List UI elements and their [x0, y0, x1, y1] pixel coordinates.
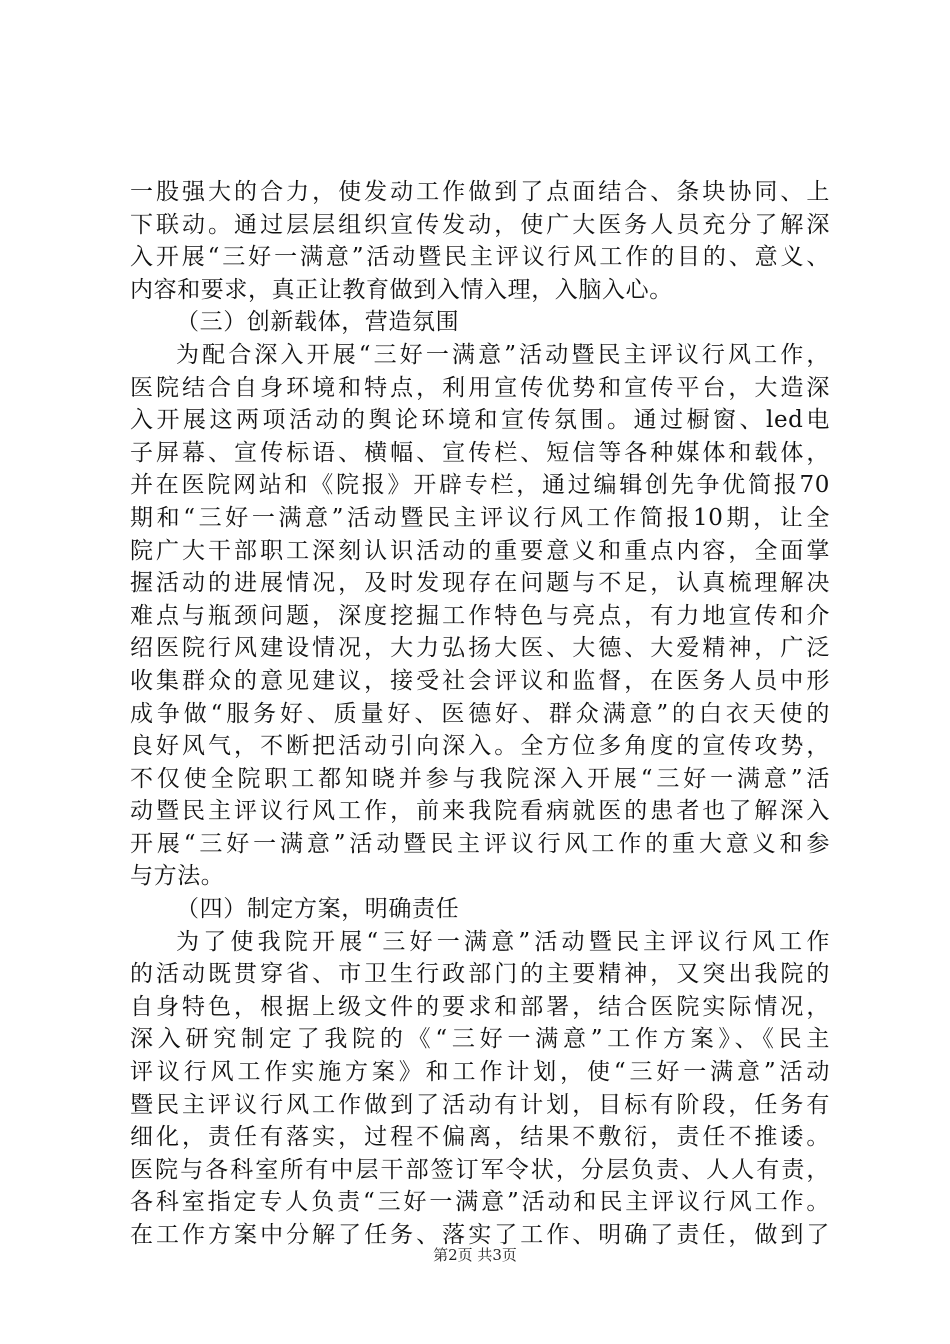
section-heading: （三）创新载体，营造氛围	[176, 309, 460, 336]
page-number-footer: 第2页 共3页	[433, 1246, 517, 1264]
document-body	[130, 176, 830, 1252]
text-line: 为了使我院开展“三好一满意”活动暨民主评议行风工作	[176, 928, 830, 955]
text-line: 细化，责任有落实，过程不偏离，结果不敷衍，责任不推诿。	[130, 1124, 830, 1151]
text-line: 暨民主评议行风工作做到了活动有计划，目标有阶段，任务有	[130, 1091, 830, 1118]
text-line: 一股强大的合力，使发动工作做到了点面结合、条块协同、上	[130, 179, 830, 205]
text-line: 子屏幕、宣传标语、横幅、宣传栏、短信等各种媒体和载体，	[130, 439, 830, 466]
text-line: 为配合深入开展“三好一满意”活动暨民主评议行风工作，	[176, 341, 830, 368]
text-line: 不仅使全院职工都知晓并参与我院深入开展“三好一满意”活	[130, 765, 830, 792]
text-line: 并在医院网站和《院报》开辟专栏，通过编辑创先争优简报70	[130, 472, 830, 499]
text-line: 入开展“三好一满意”活动暨民主评议行风工作的目的、意义、	[130, 244, 830, 271]
section-heading: （四）制定方案，明确责任	[176, 896, 460, 923]
text-line: 难点与瓶颈问题，深度挖掘工作特色与亮点，有力地宣传和介	[130, 602, 830, 629]
text-line: 绍医院行风建设情况，大力弘扬大医、大德、大爱精神，广泛	[130, 635, 830, 662]
text-line: 动暨民主评议行风工作，前来我院看病就医的患者也了解深入	[130, 798, 830, 825]
text-line: 开展“三好一满意”活动暨民主评议行风工作的重大意义和参	[130, 830, 830, 857]
text-line: 评议行风工作实施方案》和工作计划，使“三好一满意”活动	[130, 1059, 830, 1086]
text-line: 收集群众的意见建议，接受社会评议和监督，在医务人员中形	[130, 667, 830, 694]
text-line: 良好风气，不断把活动引向深入。全方位多角度的宣传攻势，	[130, 733, 830, 760]
text-line: 入开展这两项活动的舆论环境和宣传氛围。通过橱窗、led电	[130, 407, 830, 434]
text-line: 深入研究制定了我院的《“三好一满意”工作方案》、《民主	[130, 1026, 830, 1053]
text-line: 期和“三好一满意”活动暨民主评议行风工作简报10期，让全	[130, 504, 830, 531]
text-line: 院广大干部职工深刻认识活动的重要意义和重点内容，全面掌	[130, 537, 830, 564]
text-line: 医院与各科室所有中层干部签订军令状，分层负责、人人有责，	[130, 1156, 830, 1183]
text-line: 与方法。	[130, 863, 225, 890]
text-line: 的活动既贯穿省、市卫生行政部门的主要精神，又突出我院的	[130, 961, 830, 988]
text-line: 内容和要求，真正让教育做到入情入理，入脑入心。	[130, 276, 673, 303]
text-line: 下联动。通过层层组织宣传发动，使广大医务人员充分了解深	[130, 211, 830, 238]
text-line: 在工作方案中分解了任务、落实了工作、明确了责任，做到了	[130, 1222, 830, 1248]
text-line: 自身特色，根据上级文件的要求和部署，结合医院实际情况，	[130, 993, 830, 1020]
text-line: 各科室指定专人负责“三好一满意”活动和民主评议行风工作。	[130, 1189, 830, 1216]
text-line: 成争做“服务好、质量好、医德好、群众满意”的白衣天使的	[130, 700, 830, 727]
text-line: 握活动的进展情况，及时发现存在问题与不足，认真梳理解决	[130, 570, 830, 597]
text-line: 医院结合自身环境和特点，利用宣传优势和宣传平台，大造深	[130, 374, 830, 401]
